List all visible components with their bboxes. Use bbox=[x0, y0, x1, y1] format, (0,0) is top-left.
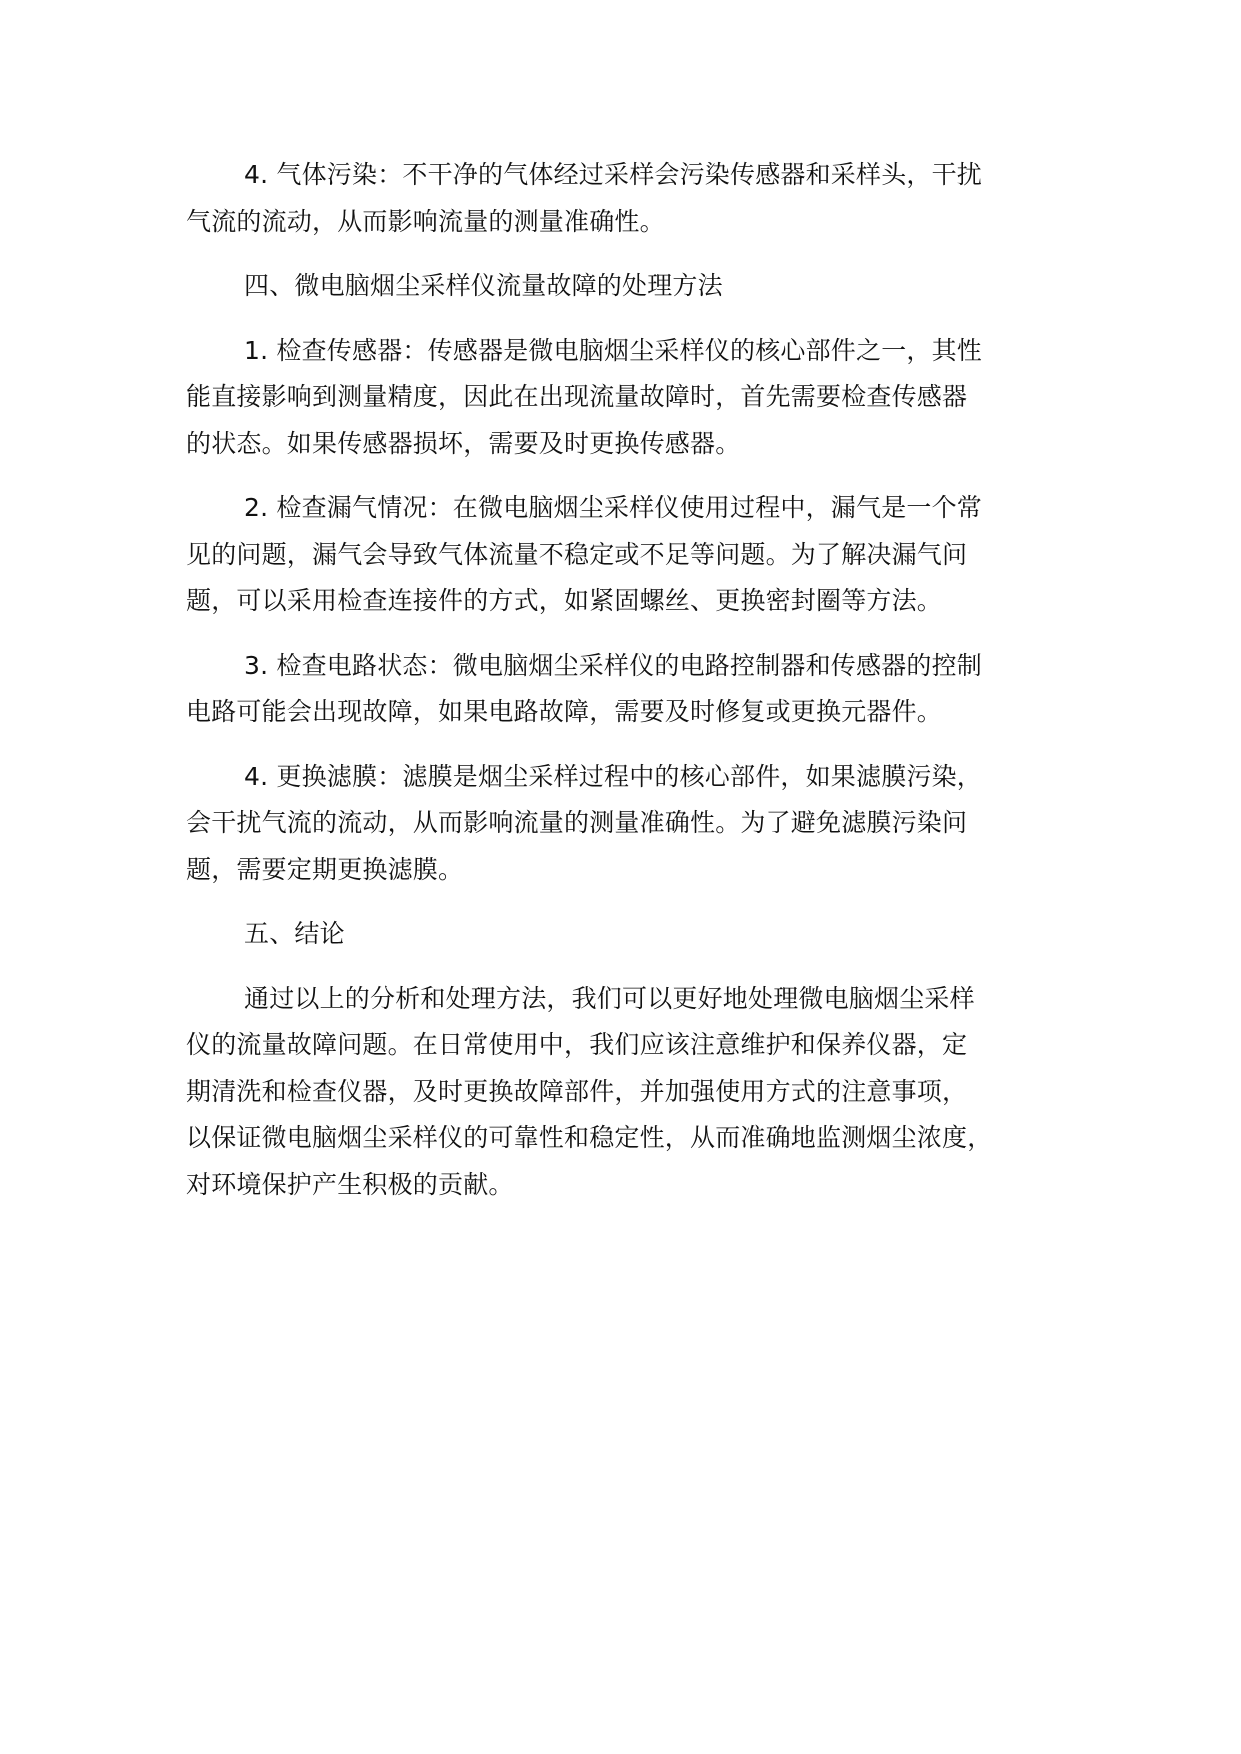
text-line: 4. 气体污染：不干净的气体经过采样会污染传感器和采样头，干扰 bbox=[244, 160, 983, 189]
text-line: 题，可以采用检查连接件的方式，如紧固螺丝、更换密封圈等方法。 bbox=[186, 586, 943, 615]
text-line: 以保证微电脑烟尘采样仪的可靠性和稳定性，从而准确地监测烟尘浓度， bbox=[186, 1123, 993, 1152]
section-heading-text: 四、微电脑烟尘采样仪流量故障的处理方法 bbox=[244, 271, 723, 300]
paragraph-check-leak bbox=[186, 485, 1086, 625]
text-line: 对环境保护产生积极的贡献。 bbox=[186, 1169, 514, 1199]
text-line: 题，需要定期更换滤膜。 bbox=[186, 854, 464, 884]
paragraph-check-circuit bbox=[186, 643, 1086, 736]
section-heading-conclusion bbox=[186, 911, 1086, 958]
paragraph-check-sensor bbox=[186, 328, 1086, 468]
text-line: 会干扰气流的流动，从而影响流量的测量准确性。为了避免滤膜污染问 bbox=[186, 808, 968, 837]
paragraph-conclusion bbox=[186, 976, 1086, 1209]
text-line: 2. 检查漏气情况：在微电脑烟尘采样仪使用过程中，漏气是一个常 bbox=[244, 493, 983, 522]
text-line: 能直接影响到测量精度，因此在出现流量故障时，首先需要检查传感器 bbox=[186, 382, 968, 411]
text-line: 仪的流量故障问题。在日常使用中，我们应该注意维护和保养仪器，定 bbox=[186, 1030, 968, 1059]
text-line: 1. 检查传感器：传感器是微电脑烟尘采样仪的核心部件之一，其性 bbox=[244, 335, 983, 365]
text-line: 气流的流动，从而影响流量的测量准确性。 bbox=[186, 206, 665, 236]
document-body bbox=[186, 152, 1086, 1208]
section-heading-solutions bbox=[186, 263, 1086, 310]
section-heading-text: 五、结论 bbox=[244, 919, 345, 948]
text-line: 3. 检查电路状态：微电脑烟尘采样仪的电路控制器和传感器的控制 bbox=[244, 650, 983, 680]
paragraph-gas-contamination bbox=[186, 152, 1086, 245]
text-line: 见的问题，漏气会导致气体流量不稳定或不足等问题。为了解决漏气问 bbox=[186, 539, 968, 569]
text-line: 电路可能会出现故障，如果电路故障，需要及时修复或更换元器件。 bbox=[186, 697, 943, 726]
text-line: 通过以上的分析和处理方法，我们可以更好地处理微电脑烟尘采样 bbox=[244, 983, 975, 1013]
paragraph-replace-filter bbox=[186, 754, 1086, 894]
text-line: 期清洗和检查仪器，及时更换故障部件，并加强使用方式的注意事项， bbox=[186, 1076, 968, 1106]
text-line: 的状态。如果传感器损坏，需要及时更换传感器。 bbox=[186, 428, 741, 458]
text-line: 4. 更换滤膜：滤膜是烟尘采样过程中的核心部件，如果滤膜污染， bbox=[244, 761, 983, 791]
